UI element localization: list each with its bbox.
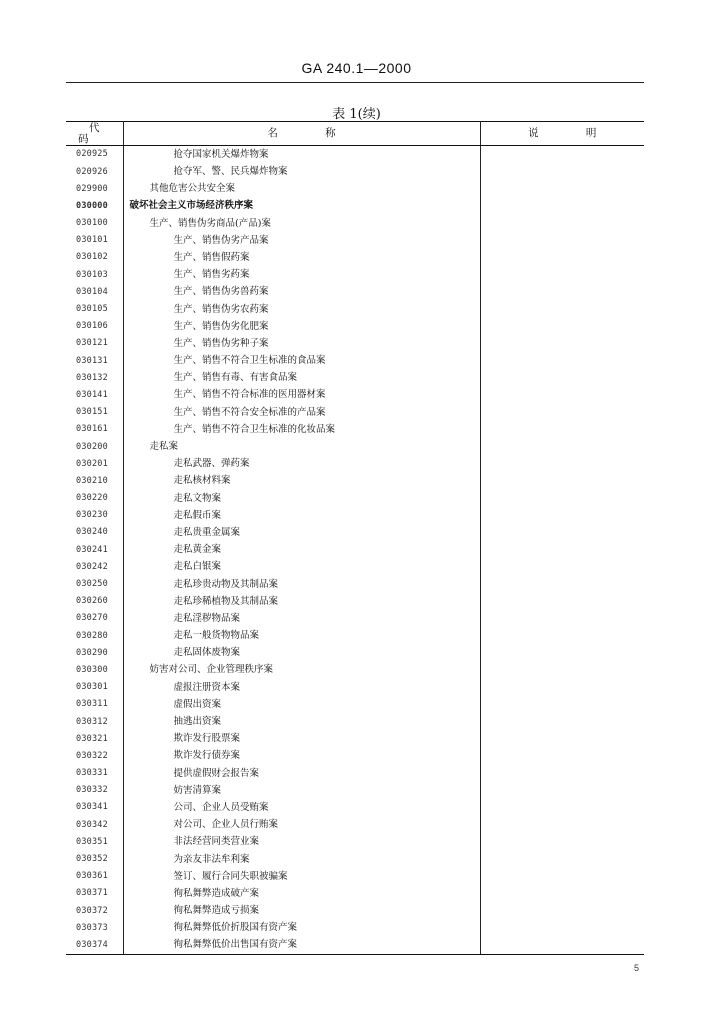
row-note bbox=[480, 473, 644, 490]
row-note bbox=[480, 318, 644, 335]
row-code: 030351 bbox=[76, 836, 108, 847]
row-name: 徇私舞弊低价出售国有资产案 bbox=[123, 937, 480, 955]
row-code: 020925 bbox=[76, 149, 108, 160]
row-code: 030331 bbox=[76, 768, 108, 779]
row-note bbox=[480, 352, 644, 369]
row-name: 抽逃出资案 bbox=[123, 713, 480, 730]
table-row bbox=[66, 180, 644, 197]
row-note bbox=[480, 490, 644, 507]
row-code: 030290 bbox=[76, 647, 108, 658]
row-name: 生产、销售伪劣商品(产品)案 bbox=[123, 215, 480, 232]
table-row bbox=[66, 748, 644, 765]
row-code: 030372 bbox=[76, 905, 108, 916]
table-row bbox=[66, 215, 644, 232]
row-name: 徇私舞弊造成亏损案 bbox=[123, 902, 480, 919]
row-name: 生产、销售不符合卫生标准的食品案 bbox=[123, 352, 480, 369]
row-code: 030106 bbox=[76, 321, 108, 332]
row-name: 破坏社会主义市场经济秩序案 bbox=[123, 198, 480, 215]
table-row bbox=[66, 455, 644, 472]
row-code: 030250 bbox=[76, 579, 108, 590]
table-row bbox=[66, 249, 644, 266]
table-row bbox=[66, 851, 644, 868]
column-header-code: 代 码 bbox=[66, 122, 123, 146]
row-note bbox=[480, 696, 644, 713]
table-row bbox=[66, 559, 644, 576]
row-code: 030151 bbox=[76, 407, 108, 418]
row-note bbox=[480, 919, 644, 936]
row-code: 030210 bbox=[76, 475, 108, 486]
row-note bbox=[480, 541, 644, 558]
row-name: 妨害对公司、企业管理秩序案 bbox=[123, 662, 480, 679]
table-row bbox=[66, 937, 644, 955]
row-code: 030373 bbox=[76, 922, 108, 933]
table-row bbox=[66, 490, 644, 507]
row-code: 030240 bbox=[76, 527, 108, 538]
table-caption: 表 1(续) bbox=[332, 107, 381, 122]
row-note bbox=[480, 593, 644, 610]
row-note bbox=[480, 404, 644, 421]
row-note bbox=[480, 438, 644, 455]
table-row bbox=[66, 765, 644, 782]
table-row bbox=[66, 421, 644, 438]
row-note bbox=[480, 524, 644, 541]
row-code: 030101 bbox=[76, 235, 108, 246]
row-name: 徇私舞弊造成破产案 bbox=[123, 885, 480, 902]
row-note bbox=[480, 559, 644, 576]
row-name: 抢夺军、警、民兵爆炸物案 bbox=[123, 163, 480, 180]
row-code: 030374 bbox=[66, 937, 123, 955]
table-row bbox=[66, 730, 644, 747]
row-name: 走私固体废物案 bbox=[123, 644, 480, 661]
row-code: 030161 bbox=[76, 424, 108, 435]
column-header-name: 名 称 bbox=[123, 122, 480, 146]
table-row bbox=[66, 507, 644, 524]
table-row bbox=[66, 284, 644, 301]
row-name: 生产、销售伪劣兽药案 bbox=[123, 284, 480, 301]
table-row bbox=[66, 369, 644, 386]
row-code: 030103 bbox=[76, 269, 108, 280]
row-name: 非法经营同类营业案 bbox=[123, 834, 480, 851]
row-code: 030321 bbox=[76, 733, 108, 744]
table-row bbox=[66, 902, 644, 919]
row-name: 抢夺国家机关爆炸物案 bbox=[123, 146, 480, 164]
row-code: 030201 bbox=[76, 458, 108, 469]
row-name: 生产、销售不符合卫生标准的化妆品案 bbox=[123, 421, 480, 438]
row-name: 提供虚假财会报告案 bbox=[123, 765, 480, 782]
table-row bbox=[66, 163, 644, 180]
row-code: 030322 bbox=[76, 750, 108, 761]
row-code: 030141 bbox=[76, 389, 108, 400]
row-note bbox=[480, 937, 644, 955]
row-code: 030311 bbox=[76, 699, 108, 710]
row-note bbox=[480, 662, 644, 679]
row-code: 030341 bbox=[76, 802, 108, 813]
code-table bbox=[66, 121, 644, 955]
row-note bbox=[480, 387, 644, 404]
row-note bbox=[480, 851, 644, 868]
table-row bbox=[66, 834, 644, 851]
row-note bbox=[480, 146, 644, 164]
row-note bbox=[480, 868, 644, 885]
table-row bbox=[66, 782, 644, 799]
row-name: 生产、销售假药案 bbox=[123, 249, 480, 266]
row-name: 虚假出资案 bbox=[123, 696, 480, 713]
row-note bbox=[480, 902, 644, 919]
row-note bbox=[480, 335, 644, 352]
table-row bbox=[66, 593, 644, 610]
row-name: 生产、销售有毒、有害食品案 bbox=[123, 369, 480, 386]
row-name: 走私珍稀植物及其制品案 bbox=[123, 593, 480, 610]
row-name: 生产、销售劣药案 bbox=[123, 266, 480, 283]
row-note bbox=[480, 507, 644, 524]
row-code: 030104 bbox=[76, 286, 108, 297]
row-name: 生产、销售不符合标准的医用器材案 bbox=[123, 387, 480, 404]
row-name: 为亲友非法牟利案 bbox=[123, 851, 480, 868]
row-code: 030241 bbox=[76, 544, 108, 555]
row-note bbox=[480, 301, 644, 318]
row-code: 030300 bbox=[76, 664, 108, 675]
row-name: 欺诈发行债券案 bbox=[123, 748, 480, 765]
row-note bbox=[480, 782, 644, 799]
row-code: 030361 bbox=[76, 871, 108, 882]
standard-number: GA 240.1—2000 bbox=[301, 60, 412, 76]
row-note bbox=[480, 180, 644, 197]
table-row bbox=[66, 816, 644, 833]
row-code: 030000 bbox=[76, 200, 108, 211]
table-row bbox=[66, 919, 644, 936]
row-name: 对公司、企业人员行贿案 bbox=[123, 816, 480, 833]
table-header-row bbox=[66, 122, 644, 146]
row-code: 030270 bbox=[76, 613, 108, 624]
row-note bbox=[480, 421, 644, 438]
row-name: 徇私舞弊低价折股国有资产案 bbox=[123, 919, 480, 936]
row-note bbox=[480, 885, 644, 902]
row-code: 030371 bbox=[76, 888, 108, 899]
row-name: 走私白银案 bbox=[123, 559, 480, 576]
row-name: 妨害清算案 bbox=[123, 782, 480, 799]
row-name: 走私文物案 bbox=[123, 490, 480, 507]
row-code: 030242 bbox=[76, 561, 108, 572]
row-note bbox=[480, 799, 644, 816]
table-row bbox=[66, 146, 644, 164]
row-note bbox=[480, 249, 644, 266]
row-note bbox=[480, 284, 644, 301]
table-row bbox=[66, 266, 644, 283]
row-name: 走私贵重金属案 bbox=[123, 524, 480, 541]
row-code: 030342 bbox=[76, 819, 108, 830]
row-code: 020926 bbox=[76, 166, 108, 177]
row-code: 030102 bbox=[76, 252, 108, 263]
row-code: 030352 bbox=[76, 854, 108, 865]
header-rule bbox=[66, 82, 644, 83]
row-name: 生产、销售不符合安全标准的产品案 bbox=[123, 404, 480, 421]
table-row bbox=[66, 627, 644, 644]
row-note bbox=[480, 369, 644, 386]
table-row bbox=[66, 438, 644, 455]
row-code: 030260 bbox=[76, 596, 108, 607]
table-row bbox=[66, 404, 644, 421]
table-row bbox=[66, 335, 644, 352]
row-note bbox=[480, 644, 644, 661]
row-name: 签订、履行合同失职被骗案 bbox=[123, 868, 480, 885]
row-code: 030230 bbox=[76, 510, 108, 521]
table-row bbox=[66, 679, 644, 696]
row-note bbox=[480, 576, 644, 593]
row-name: 公司、企业人员受贿案 bbox=[123, 799, 480, 816]
row-name: 走私核材料案 bbox=[123, 473, 480, 490]
row-name: 走私珍贵动物及其制品案 bbox=[123, 576, 480, 593]
row-code: 030312 bbox=[76, 716, 108, 727]
row-name: 走私淫秽物品案 bbox=[123, 610, 480, 627]
row-note bbox=[480, 232, 644, 249]
row-note bbox=[480, 198, 644, 215]
table-row bbox=[66, 524, 644, 541]
table-row bbox=[66, 576, 644, 593]
row-code: 030200 bbox=[76, 441, 108, 452]
table-row bbox=[66, 885, 644, 902]
row-note bbox=[480, 713, 644, 730]
row-code: 030132 bbox=[76, 372, 108, 383]
table-row bbox=[66, 541, 644, 558]
row-name: 走私黄金案 bbox=[123, 541, 480, 558]
row-note bbox=[480, 730, 644, 747]
row-note bbox=[480, 679, 644, 696]
row-note bbox=[480, 266, 644, 283]
row-note bbox=[480, 834, 644, 851]
row-name: 其他危害公共安全案 bbox=[123, 180, 480, 197]
row-code: 030121 bbox=[76, 338, 108, 349]
row-name: 走私案 bbox=[123, 438, 480, 455]
row-note bbox=[480, 816, 644, 833]
row-code: 030280 bbox=[76, 630, 108, 641]
row-note bbox=[480, 455, 644, 472]
column-header-note: 说 明 bbox=[480, 122, 644, 146]
row-note bbox=[480, 627, 644, 644]
table-row bbox=[66, 868, 644, 885]
table-row bbox=[66, 198, 644, 215]
row-code: 030131 bbox=[76, 355, 108, 366]
table-row bbox=[66, 352, 644, 369]
row-note bbox=[480, 765, 644, 782]
row-name: 虚报注册资本案 bbox=[123, 679, 480, 696]
table-row bbox=[66, 644, 644, 661]
row-name: 生产、销售伪劣农药案 bbox=[123, 301, 480, 318]
row-name: 生产、销售伪劣产品案 bbox=[123, 232, 480, 249]
row-code: 030332 bbox=[76, 785, 108, 796]
row-note bbox=[480, 748, 644, 765]
row-code: 029900 bbox=[76, 183, 108, 194]
row-note bbox=[480, 163, 644, 180]
table-row bbox=[66, 318, 644, 335]
row-code: 030100 bbox=[76, 218, 108, 229]
table-row bbox=[66, 473, 644, 490]
table-row bbox=[66, 610, 644, 627]
row-name: 走私假币案 bbox=[123, 507, 480, 524]
row-name: 走私一般货物物品案 bbox=[123, 627, 480, 644]
table-row bbox=[66, 662, 644, 679]
page-number: 5 bbox=[634, 963, 640, 973]
row-note bbox=[480, 215, 644, 232]
table-row bbox=[66, 387, 644, 404]
table-row bbox=[66, 799, 644, 816]
row-code: 030220 bbox=[76, 493, 108, 504]
row-code: 030301 bbox=[76, 682, 108, 693]
table-row bbox=[66, 713, 644, 730]
table-row bbox=[66, 232, 644, 249]
row-name: 生产、销售伪劣化肥案 bbox=[123, 318, 480, 335]
row-name: 欺诈发行股票案 bbox=[123, 730, 480, 747]
row-note bbox=[480, 610, 644, 627]
table-row bbox=[66, 301, 644, 318]
table-row bbox=[66, 696, 644, 713]
row-code: 030105 bbox=[76, 304, 108, 315]
row-name: 走私武器、弹药案 bbox=[123, 455, 480, 472]
row-name: 生产、销售伪劣种子案 bbox=[123, 335, 480, 352]
